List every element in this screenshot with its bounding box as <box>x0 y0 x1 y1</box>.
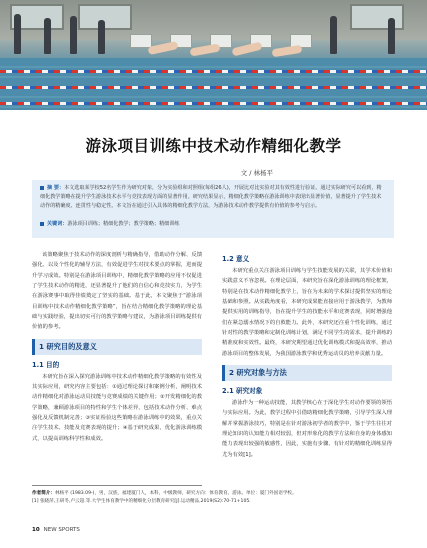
subsection-heading-1-1: 1.1 目的 <box>32 360 60 369</box>
author-bio-text: 林杨平 (1983.09-)，男，汉族，福建厦门人，本科，中级教师，研究方向：体育教育、游泳。单位：厦门外国语学校。 <box>54 491 297 496</box>
author-bio <box>32 490 394 498</box>
journal-name: NEW SPORTS <box>43 527 80 533</box>
section-heading-1: 1 研究目的及意义 <box>32 339 202 355</box>
page-folio <box>32 527 80 533</box>
paragraph-1-1: 本研究旨在深入探究游泳训练中技术动作精细化教学策略的有效性及其实际应用，研究内容主要包括：①通过理论探讨和案例分析，阐明技术动作精细化对游泳运动员技能与竞赛成绩的关键作用；②开发精细化的教学策略，兼顾游泳项目的特性和学生个体差异，包括技术动作分析、难点强化及反馈机制完善；③实证检验这些策略在游泳训练中的效果，重点关注学生技术、技能及竞赛表现的提升；④基于研究成果，优化游泳训练模式，以提高训练科学性和成效。 <box>32 373 202 442</box>
paragraph-2-1: 游泳作为一种运动技能，其教学核心在于深化学生对动作要领的领悟与实际应用。为此，教学过程中引借助精细化教学策略，引导学生深入理解并掌握游泳技巧，特别是在针对游泳初学者的教学中，鉴于学生往往对理论知识的认知能力相对较弱，但对形象化的教学方法和自身的身体感知能力表现出较强的敏感性，因此，实施有步骤、有针对的精细化训练显得尤为有效[1]。 <box>222 400 392 458</box>
subsection-heading-1-2: 1.2 意义 <box>222 255 250 263</box>
keywords-line <box>40 220 179 229</box>
right-column <box>222 250 392 460</box>
header-photo-swimming-pool <box>0 0 427 110</box>
page-number: 10 <box>32 527 40 533</box>
bullet-square-icon <box>40 222 44 226</box>
footnote-rule <box>32 485 202 486</box>
abstract-box <box>32 180 394 238</box>
lane-rope <box>0 70 427 73</box>
spectator-figure <box>98 20 105 54</box>
article-title: 游泳项目训练中技术动作精细化教学 <box>85 137 342 155</box>
bullet-square-icon <box>40 186 44 190</box>
abstract-label: 摘 要： <box>47 185 65 191</box>
author-bio-label: 作者简介： <box>32 491 55 496</box>
diving-swimmer <box>231 41 262 56</box>
section-heading-2: 2 研究对象与方法 <box>222 365 392 381</box>
spectator-figure <box>44 18 51 54</box>
spectator-figure <box>388 18 395 54</box>
article-author: 文 / 林杨平 <box>240 169 273 177</box>
keywords-label: 关键词： <box>47 221 68 227</box>
lane-rope <box>0 102 427 105</box>
starting-block <box>130 34 152 48</box>
keywords-text: 游泳项目训练；精细化教学；教学策略；精细训练 <box>67 221 180 227</box>
spectator-figure <box>70 16 77 54</box>
left-column <box>32 250 202 444</box>
lane-rope <box>0 86 427 89</box>
abstract-paragraph <box>40 184 386 211</box>
spectator-figure <box>330 16 337 54</box>
intro-paragraph: 该策略聚焦于技术动作的深度剖析与精确指导，借助动作分解、反馈强化、以及个性化的辅导方法，有效促进学生对技术要点的掌握，进而提升学习成效。特别是在游泳项目训练中，精细化教学策略的应用不仅促进了学生技术动作的精进，还显著提升了他们的自信心和竞技实力，为学生在游泳赛事中取得佳绩奠定了坚实的基础。基于此，本文聚焦于“游泳项目训练中技术动作精细化教学策略”，旨在结合精细化教学策略的理论基础与实践经验，提出切实可行的教学策略与建议，为游泳项目训练提供有价值的参考。 <box>32 252 202 331</box>
abstract-text: 本文选取某学校52名学生作为研究对象，分为实验组和对照组(每组26人)，开展比对比实验对其有效性进行验证。通过实际研究可以看到，精细化教学策略在提升学生游泳技术水平与竞技表现方面的显著作用。研究结果显示，精细化教学策略在游泳训练中表现出显著价值，显著提升了学生技术动作的精确度、连贯性与稳定性。本文旨在通过引入具体的精细化教学方法，为游泳技术动作教学提供有价值的参考与启示。 <box>40 185 382 209</box>
reference-1: [1] 张晓萍,王研冬,卢云超.等.大学生体育教学中的精细化分层教育研究[J].运动精品,2019(S2):70-71+105. <box>32 499 251 504</box>
diving-swimmer <box>272 45 303 58</box>
footnote <box>32 490 394 506</box>
spectator-figure <box>14 14 21 54</box>
diving-swimmer <box>147 41 178 55</box>
diving-swimmer <box>190 43 221 56</box>
subsection-heading-2-1: 2.1 研究对象 <box>222 387 263 396</box>
paragraph-1-2: 本研究重点关注游泳项目训练与学生技能发展的关联，其学术价值和实践意义不容忽视。在理论层面，本研究旨在深化游泳训练的理论框架，特别是在技术动作精细化教学上，旨在为未来的学术探讨提供坚实的理论基础和参照。从实践角度看，本研究成果能直接应用于游泳教学，为教师提供实用的训练指导，旨在提升学生的技能水平和竞赛表现，同时增强他们在紧急溺水情况下的自救能力。此外，本研究还注重个性化训练，通过针对性的教学策略和定制化训练计划，满足不同学生的需求，提升训练的精准度和实效性。最终，本研究期望通过优化训练模式和提高效率，推动游泳项目的整体发展，为我国游泳教学和优秀运动员的培养贡献力量。 <box>222 268 392 357</box>
